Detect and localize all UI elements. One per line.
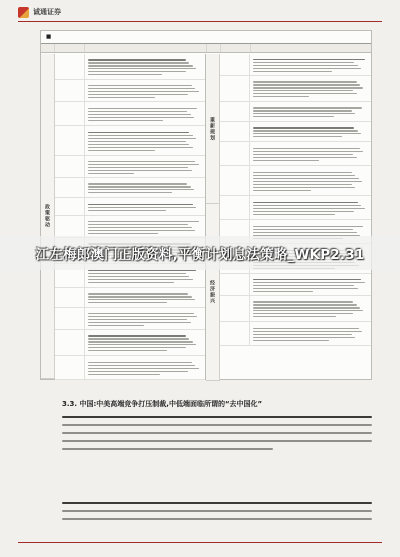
table-title [41,31,371,44]
table-cell-line [88,276,189,277]
table-cell-date [220,322,250,345]
table-cell-line [253,68,361,69]
table-cell-line [88,68,196,69]
table-cell-line [253,107,362,108]
table-cell-date [220,142,250,165]
table-left-half [41,54,206,379]
table-cell-date [220,196,250,219]
table-cell-line [253,301,353,302]
table-cell-line [253,184,352,185]
table-cell-date [55,54,85,79]
table-cell-date [220,274,250,295]
table-cell-line [88,150,155,151]
right-rows [220,54,371,379]
table-cell-line [88,97,155,98]
table-cell-line [253,84,360,85]
table-cell-line [88,91,199,92]
overlay-banner-text: 江左梅郎澳门正版资料,平衡计划息法策略_WKP2.31 [35,247,365,263]
table-cell-line [253,226,363,227]
table-cell-line [253,285,354,286]
table-row [220,196,371,220]
table-row [220,76,371,102]
table-cell-content [85,126,205,155]
section-title: 3.3. 中国:中美高端竞争打压制裁,中低端面临所谓的“去中国化” [62,400,263,408]
table-cell-line [253,71,332,72]
table-row [220,322,371,346]
table-cell-line [88,233,158,234]
table-cell-line [253,334,352,335]
table-cell-line [88,350,167,351]
page-footer [18,543,382,555]
table-cell-line [88,207,196,208]
table-cell-line [253,59,365,60]
table-cell-date [220,166,250,195]
table-cell-line [253,81,357,82]
table-row [55,156,205,178]
table-cell-line [253,154,353,155]
table-cell-line [88,365,195,366]
para1-line [62,432,372,434]
table-cell-line [253,181,362,182]
table-cell-line [88,273,186,274]
table-cell-line [88,316,197,317]
table-cell-line [88,65,193,66]
table-cell-content [85,198,205,215]
table-cell-date [55,216,85,237]
table-cell-content [250,102,371,121]
table-cell-content [85,80,205,101]
table-cell-content [85,308,205,329]
table-cell-line [88,161,195,162]
table-cell-line [253,160,319,161]
table-cell-content [250,76,371,101]
policy-table [40,30,372,380]
left-rows [55,54,205,379]
col-head-right-date [221,44,251,52]
table-cell-date [55,126,85,155]
table-cell-date [55,156,85,177]
table-cell-content [250,166,371,195]
table-row [55,126,205,156]
table-cell-line [88,210,166,211]
table-row [55,102,205,126]
table-title-mark: ■ [46,34,52,40]
table-cell-line [88,335,186,336]
table-cell-line [253,232,357,233]
table-body [41,54,371,379]
table-cell-line [253,172,352,173]
table-row [55,308,205,330]
table-cell-content [85,356,205,379]
table-cell-line [88,120,163,121]
table-cell-line [88,313,194,314]
overlay-banner [0,236,400,270]
table-cell-line [253,110,352,111]
col-head-left-group [41,44,55,52]
table-row [55,330,205,356]
table-cell-line [88,186,191,187]
table-cell-date [220,76,250,101]
table-row [220,102,371,122]
table-cell-line [88,183,187,184]
table-cell-line [253,205,361,206]
right-group-label-1 [206,54,220,204]
table-cell-line [88,167,188,168]
table-cell-line [253,202,358,203]
table-cell-line [88,59,186,60]
table-cell-line [253,190,311,191]
left-group-label-text: 政策驱动 [44,204,50,228]
table-row [55,54,205,80]
table-cell-line [88,192,172,193]
paragraph-1-lines [62,416,372,450]
table-column-header [41,44,371,53]
table-cell-content [85,156,205,177]
table-row [220,296,371,322]
page-header [18,4,382,20]
table-cell-content [85,102,205,125]
table-cell-line [88,135,193,136]
table-cell-line [88,189,194,190]
paragraph-2-lines [62,502,372,520]
table-cell-line [88,302,167,303]
table-cell-content [250,274,371,295]
table-cell-line [88,299,195,300]
table-cell-line [253,96,309,97]
table-cell-line [88,230,195,231]
table-cell-date [55,288,85,307]
table-cell-line [88,74,162,75]
para1-line [62,424,372,426]
para2-line [62,518,372,520]
table-cell-line [253,116,334,117]
table-cell-line [88,132,189,133]
table-cell-line [253,282,365,283]
table-cell-line [88,144,189,145]
table-cell-line [88,71,186,72]
table-row [220,54,371,76]
table-cell-content [250,196,371,219]
table-row [55,288,205,308]
left-group-label [41,54,55,379]
table-cell-line [88,227,192,228]
table-row [220,274,371,296]
table-cell-date [55,356,85,379]
right-group-label-2 [206,204,220,381]
table-row [55,178,205,198]
table-cell-content [250,142,371,165]
table-cell-line [253,288,358,289]
table-cell-line [253,328,359,329]
table-cell-line [88,279,193,280]
table-cell-line [88,117,194,118]
table-cell-line [88,62,189,63]
table-cell-line [88,170,192,171]
table-cell-content [85,216,205,237]
table-cell-content [85,54,205,79]
table-cell-date [55,330,85,355]
table-cell-date [55,80,85,101]
brand-name: 诚通证券 [33,8,61,16]
table-cell-line [253,90,353,91]
table-cell-line [253,316,336,317]
table-cell-date [55,178,85,197]
table-cell-line [88,362,192,363]
table-cell-line [253,62,354,63]
table-cell-line [253,291,313,292]
table-cell-line [88,94,188,95]
table-cell-date [220,102,250,121]
table-cell-content [250,322,371,345]
table-cell-date [220,54,250,75]
table-cell-line [88,293,188,294]
table-cell-content [85,288,205,307]
right-group-label-1-text: 重新规划 [209,116,215,141]
table-cell-date [220,122,250,141]
table-cell-line [88,224,188,225]
table-cell-line [88,371,188,372]
table-cell-line [88,114,191,115]
table-cell-line [88,164,199,165]
table-cell-date [220,296,250,321]
table-row [220,122,371,142]
table-cell-line [253,113,355,114]
brand [18,7,61,18]
table-cell-line [253,65,358,66]
table-cell-line [88,204,193,205]
table-cell-line [88,296,192,297]
para2-line [62,510,372,512]
table-cell-line [88,319,187,320]
para1-line [62,440,372,442]
table-cell-line [88,347,186,348]
col-head-right-content [251,44,371,52]
table-cell-line [88,141,186,142]
table-cell-line [88,325,144,326]
table-cell-line [253,310,363,311]
table-cell-line [253,211,354,212]
table-cell-line [88,147,193,148]
table-cell-content [250,296,371,321]
table-cell-line [88,88,195,89]
table-cell-line [253,157,357,158]
col-head-left-content [85,44,207,52]
table-cell-line [253,307,360,308]
para1-line [62,448,273,450]
table-cell-line [253,229,353,230]
table-right-half [206,54,371,379]
table-cell-line [88,138,196,139]
table-cell-line [88,108,197,109]
table-cell-content [250,54,371,75]
table-cell-line [253,127,354,128]
table-cell-line [88,338,189,339]
right-group-label-2-text: 经济振兴 [209,280,215,304]
col-head-right-group [207,44,221,52]
table-cell-line [253,151,363,152]
table-cell-line [88,111,187,112]
table-cell-line [253,133,361,134]
table-cell-line [253,178,359,179]
para2-line [62,502,372,504]
table-cell-date [55,308,85,329]
table-cell-line [88,344,196,345]
table-row [55,216,205,238]
header-rule [18,21,382,22]
table-cell-line [253,313,353,314]
table-cell-line [253,187,355,188]
table-row [55,80,205,102]
table-cell-line [253,87,363,88]
table-row [220,142,371,166]
para1-line [62,416,372,418]
table-cell-date [55,102,85,125]
table-cell-line [253,175,355,176]
table-cell-line [253,208,365,209]
table-cell-line [88,374,160,375]
table-cell-line [88,322,191,323]
col-head-left-date [55,44,85,52]
table-row [55,356,205,380]
table-cell-line [88,282,174,283]
table-cell-line [253,148,360,149]
table-cell-line [253,337,355,338]
table-cell-line [253,136,342,137]
table-cell-line [88,85,192,86]
table-row [220,166,371,196]
table-cell-content [85,178,205,197]
table-cell-line [253,130,358,131]
table-cell-line [253,331,362,332]
brand-logo-icon [18,7,29,18]
table-cell-line [253,340,329,341]
table-cell-line [88,341,193,342]
table-row [55,198,205,216]
table-cell-line [88,368,199,369]
table-cell-line [253,214,335,215]
table-cell-line [88,173,134,174]
table-cell-line [253,279,361,280]
table-cell-content [85,330,205,355]
table-cell-line [253,93,357,94]
table-cell-line [253,304,357,305]
table-cell-line [88,221,199,222]
table-cell-content [250,122,371,141]
table-cell-date [55,198,85,215]
